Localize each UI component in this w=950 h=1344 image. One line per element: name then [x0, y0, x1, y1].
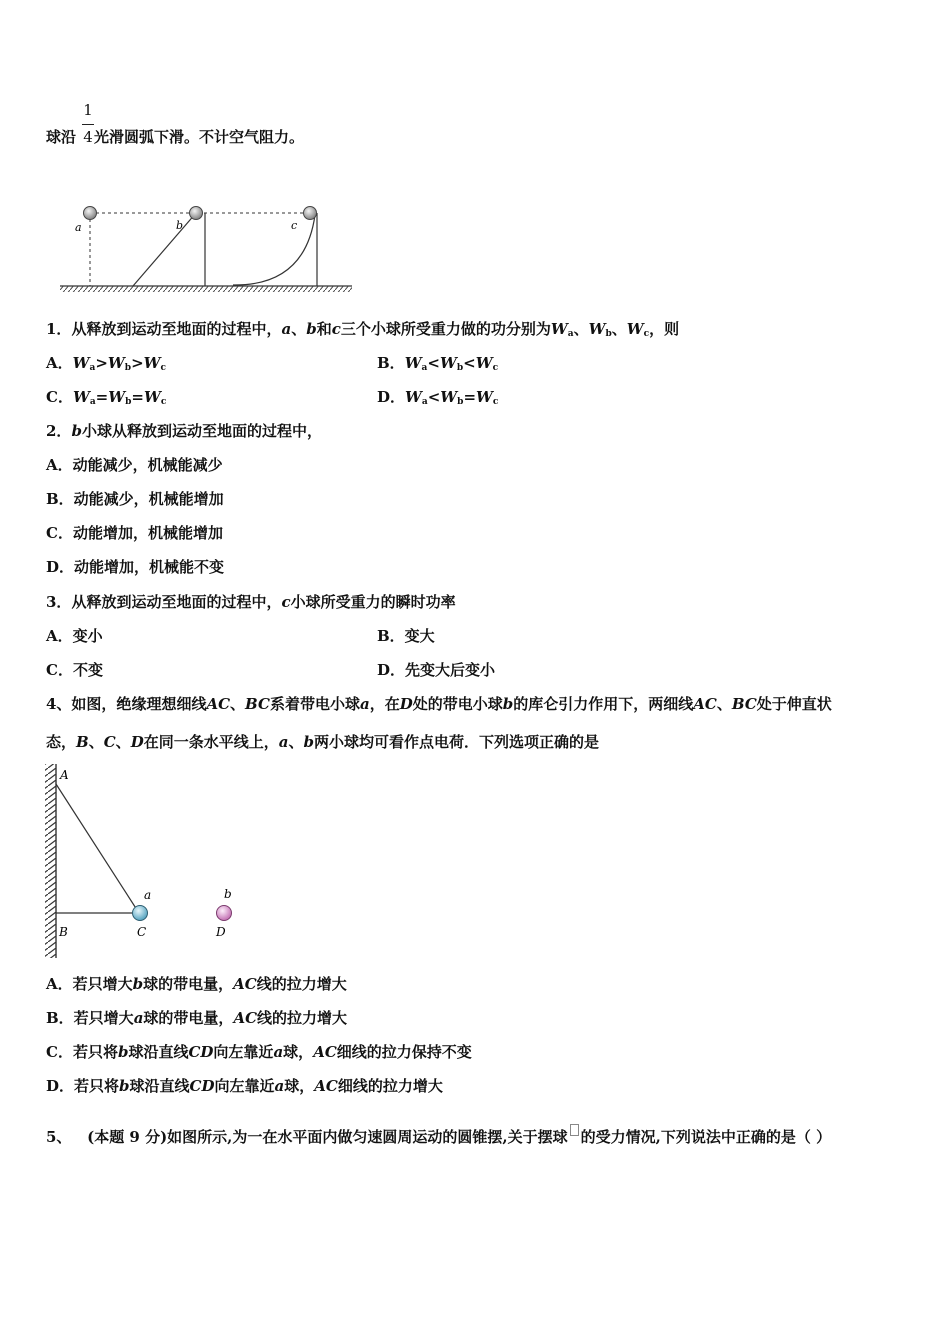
sub: b — [124, 363, 132, 373]
q1-sub-c: c — [643, 329, 650, 339]
q1-var-a: a — [281, 320, 292, 338]
q2-text: 小球从释放到运动至地面的过程中， — [81, 422, 322, 440]
incline-surface — [133, 213, 196, 286]
var-ac: AC — [693, 695, 717, 713]
var: CD — [189, 1077, 215, 1095]
q1-option-a[interactable] — [46, 353, 166, 378]
intro-suffix: 光滑圆弧下滑。不计空气阻力。 — [94, 128, 305, 146]
op: > — [95, 354, 108, 372]
q5-number: 5、 — [46, 1128, 72, 1146]
label-point-b: B — [59, 925, 68, 939]
q1-sub-a: a — [567, 329, 574, 339]
figure-three-balls — [55, 200, 375, 300]
var: a — [273, 1043, 284, 1061]
q2-var-b: b — [71, 422, 82, 440]
label-b: b — [176, 219, 184, 232]
q3-number: 3． — [46, 593, 72, 611]
var: AC — [314, 1077, 338, 1095]
label-point-c: C — [137, 925, 147, 939]
sub: b — [456, 363, 464, 373]
var: AC — [233, 975, 257, 993]
q1-option-b-letter: B． — [377, 354, 405, 372]
fraction-numerator: 1 — [83, 101, 93, 119]
q1-end: ，则 — [649, 320, 680, 338]
var-c-point: C — [103, 733, 116, 751]
t: 线的拉力增大 — [257, 1009, 348, 1027]
var-a: a — [278, 733, 289, 751]
q1-wb: W — [588, 320, 606, 338]
q3-text-1: 从释放到运动至地面的过程中， — [71, 593, 282, 611]
q1-sep-2: 、 — [573, 320, 589, 338]
q2-option-c[interactable]: C．动能增加，机械能增加 — [46, 524, 223, 542]
sub: a — [421, 397, 428, 407]
op: < — [463, 354, 476, 372]
q3-text-2: 小球所受重力的瞬时功率 — [290, 593, 456, 611]
q3-option-a[interactable]: A．变小 — [46, 627, 103, 645]
var-b: b — [303, 733, 314, 751]
t: 态， — [46, 733, 77, 751]
op: > — [131, 354, 144, 372]
t: 系着带电小球 — [269, 695, 360, 713]
q4-option-c[interactable] — [46, 1042, 472, 1062]
q1-option-c-letter: C． — [46, 388, 73, 406]
sub: c — [160, 397, 167, 407]
t: 在同一条水平线上， — [143, 733, 279, 751]
var-bc: BC — [731, 695, 757, 713]
t: 4、如图，绝缘理想细线 — [46, 695, 207, 713]
t: 的库仑引力作用下，两细线 — [513, 695, 694, 713]
sub: a — [421, 363, 428, 373]
t: 处的带电小球 — [412, 695, 503, 713]
sub: c — [492, 397, 499, 407]
fraction-bar — [82, 124, 94, 125]
t: 处于伸直状 — [756, 695, 832, 713]
q1-var-b: b — [306, 320, 317, 338]
ball-a-charged — [133, 906, 148, 921]
label-point-d: D — [216, 925, 226, 939]
var: b — [117, 1043, 129, 1061]
q1-option-d-letter: D． — [377, 388, 406, 406]
q2-stem — [46, 421, 322, 441]
w: W — [440, 388, 458, 406]
q3-option-b[interactable]: B．变大 — [377, 627, 435, 645]
var: a — [274, 1077, 285, 1095]
q1-stem — [46, 319, 679, 344]
t: C．若只将 — [46, 1043, 118, 1061]
t: 球的带电量， — [143, 975, 234, 993]
var-d-point: D — [130, 733, 144, 751]
q1-option-d[interactable] — [377, 387, 498, 412]
w: W — [439, 354, 457, 372]
arc-surface — [233, 215, 315, 285]
w: W — [475, 354, 493, 372]
var: CD — [188, 1043, 214, 1061]
q1-var-c: c — [331, 320, 341, 338]
fraction-denominator: 4 — [83, 128, 93, 146]
q1-wc: W — [626, 320, 644, 338]
q1-and: 和 — [316, 320, 332, 338]
sub: c — [160, 363, 166, 373]
q4-option-a[interactable] — [46, 974, 347, 994]
q1-text-2: 三个小球所受重力做的功分别为 — [340, 320, 551, 338]
sub: c — [492, 363, 499, 373]
var-d: D — [399, 695, 413, 713]
op: = — [131, 388, 144, 406]
label-point-a: A — [60, 768, 69, 782]
t: 球， — [284, 1077, 315, 1095]
t: ，在 — [369, 695, 400, 713]
ball-b — [190, 207, 203, 220]
sep: 、 — [288, 733, 304, 751]
sep: 、 — [716, 695, 732, 713]
w: W — [107, 354, 125, 372]
var: a — [133, 1009, 144, 1027]
q4-stem-line-1 — [46, 694, 832, 714]
op: = — [463, 388, 477, 406]
q2-number: 2． — [46, 422, 72, 440]
op: < — [427, 354, 440, 372]
label-ball-b: b — [224, 887, 232, 901]
ball-c — [304, 207, 317, 220]
q1-sep-3: 、 — [611, 320, 627, 338]
t: A．若只增大 — [46, 975, 133, 993]
q4-option-d[interactable] — [46, 1076, 443, 1096]
q5-stem — [46, 1124, 831, 1147]
w: W — [72, 354, 90, 372]
string-ac — [56, 784, 139, 913]
op: < — [427, 388, 441, 406]
t: 细线的拉力保持不变 — [336, 1043, 472, 1061]
q4-option-b[interactable] — [46, 1008, 347, 1028]
op: = — [95, 388, 109, 406]
t: 球的带电量， — [143, 1009, 234, 1027]
w: W — [405, 388, 422, 406]
w: W — [143, 388, 161, 406]
q4-stem-line-2 — [46, 732, 599, 752]
missing-glyph-box — [570, 1124, 579, 1136]
figure-charged-balls — [40, 762, 240, 962]
var: AC — [233, 1009, 258, 1027]
t: 两小球均可看作点电荷．下列选项正确的是 — [313, 733, 599, 751]
var: AC — [313, 1043, 337, 1061]
label-c: c — [291, 219, 298, 232]
t: 线的拉力增大 — [256, 975, 347, 993]
t: 向左靠近 — [213, 1043, 274, 1061]
q1-option-c[interactable] — [46, 387, 166, 412]
sub: a — [89, 363, 96, 373]
sep: 、 — [230, 695, 246, 713]
q1-text-1: 从释放到运动至地面的过程中， — [71, 320, 282, 338]
q3-stem — [46, 592, 456, 612]
q3-var-c: c — [281, 593, 291, 611]
var-bc: BC — [245, 695, 270, 713]
t: D．若只将 — [46, 1077, 120, 1095]
q1-sep: 、 — [291, 320, 307, 338]
q1-sub-b: b — [605, 329, 612, 339]
sep: 、 — [88, 733, 104, 751]
q3-option-d[interactable]: D．先变大后变小 — [377, 661, 496, 679]
sep: 、 — [115, 733, 131, 751]
wall — [45, 764, 56, 958]
label-ball-a: a — [144, 888, 152, 902]
var: b — [119, 1077, 130, 1095]
label-a: a — [75, 221, 82, 234]
var: b — [132, 975, 144, 993]
w: W — [108, 388, 126, 406]
ball-a — [84, 207, 97, 220]
sub: b — [457, 397, 464, 407]
w: W — [476, 388, 493, 406]
q5-text-2: 的受力情况,下列说法中正确的是（ ） — [580, 1128, 832, 1146]
sub: b — [125, 397, 132, 407]
q1-option-b[interactable] — [377, 353, 498, 378]
ball-b-charged — [217, 906, 232, 921]
w: W — [72, 388, 90, 406]
intro-prefix: 球沿 — [46, 128, 77, 146]
w: W — [404, 354, 422, 372]
q2-option-b[interactable]: B．动能减少，机械能增加 — [46, 490, 224, 508]
t: 细线的拉力增大 — [337, 1077, 443, 1095]
t: 向左靠近 — [214, 1077, 275, 1095]
q5-text-1: (本题 9 分)如图所示,为一在水平面内做匀速圆周运动的圆锥摆,关于摆球 — [87, 1128, 568, 1146]
q3-option-c[interactable]: C．不变 — [46, 661, 103, 679]
q2-option-d[interactable]: D．动能增加，机械能不变 — [46, 558, 225, 576]
t: 球， — [283, 1043, 314, 1061]
q1-wa: W — [550, 320, 568, 338]
q1-option-a-letter: A． — [46, 354, 73, 372]
t: B．若只增大 — [46, 1009, 134, 1027]
var-a: a — [359, 695, 370, 713]
t: 球沿直线 — [129, 1077, 190, 1095]
q2-option-a[interactable]: A．动能减少，机械能减少 — [46, 456, 223, 474]
sub: a — [89, 397, 96, 407]
q1-number: 1． — [46, 320, 72, 338]
var-b-point: B — [76, 733, 89, 751]
w: W — [143, 354, 161, 372]
t: 球沿直线 — [128, 1043, 189, 1061]
var-b: b — [502, 695, 514, 713]
var-ac: AC — [206, 695, 231, 713]
ground — [60, 286, 352, 292]
